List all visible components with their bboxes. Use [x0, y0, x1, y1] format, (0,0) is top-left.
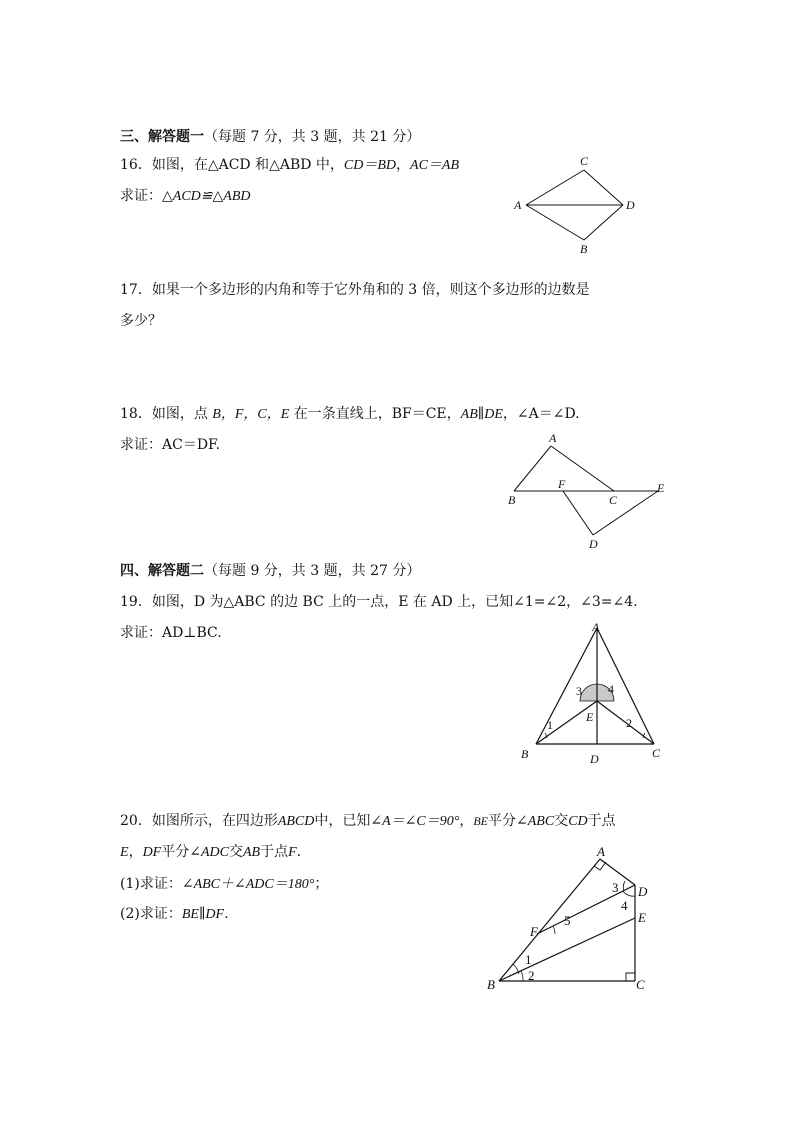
question-16-condition-2: AC＝AB	[410, 158, 460, 173]
figure-19-label-a: A	[592, 620, 600, 634]
question-20-part-2-label: (2)求证：	[120, 906, 182, 922]
question-20-part-1-end: ；	[314, 876, 329, 892]
section-4-title: 四、解答题二	[120, 563, 204, 579]
figure-19-label-b: B	[521, 747, 529, 761]
figure-20-angle-1: 1	[525, 952, 532, 967]
question-18-parallel: AB∥DE	[460, 407, 503, 422]
section-3-heading	[120, 128, 420, 146]
question-16-prove-label: 求证：	[120, 188, 162, 204]
question-20-text-a: 20．如图所示，在四边形	[120, 813, 278, 829]
figure-19-label-d: D	[590, 752, 599, 766]
question-18-text-a: 18．如图，点	[120, 406, 213, 422]
question-16-prove-statement: △ACD≌△ABD	[162, 189, 251, 204]
question-20-part-2-end: .	[224, 906, 229, 922]
question-20-period: .	[296, 844, 302, 860]
figure-20-angle-2: 2	[528, 968, 535, 983]
question-20-abc: ∠ABC	[516, 814, 555, 829]
figure-20-angle-4: 4	[621, 898, 628, 913]
question-20-point-f: F	[288, 845, 297, 860]
question-20-part-1-statement: ∠ABC＋∠ADC＝180°	[181, 877, 315, 892]
question-19-prove: 求证：AD⊥BC.	[120, 625, 222, 641]
figure-19-angle-4: 4	[608, 682, 614, 696]
question-19-stem: 19．如图，D 为△ABC 的边 BC 上的一点，E 在 AD 上，已知∠1=∠2，∠3=∠4.	[120, 594, 638, 610]
figure-18-label-c: C	[609, 493, 618, 507]
figure-16-label-d: D	[626, 198, 635, 212]
question-20-cd: CD	[568, 814, 588, 829]
figure-20-label-e: E	[638, 910, 646, 925]
question-20-line-1	[120, 812, 616, 831]
question-17-line-1: 17．如果一个多边形的内角和等于它外角和的 3 倍，则这个多边形的边数是	[120, 282, 590, 298]
figure-20-label-a: A	[597, 844, 605, 859]
figure-16-label-c: C	[580, 154, 589, 168]
question-18-stem	[120, 405, 580, 424]
figure-20-label-c: C	[636, 977, 645, 992]
figure-19-angle-1: 1	[547, 718, 553, 732]
question-16-condition-1: CD＝BD	[343, 158, 397, 173]
question-20-text-i: 于点	[260, 844, 289, 860]
figure-20-angle-3: 3	[612, 880, 619, 895]
question-20-text-h: 交	[228, 844, 243, 860]
question-20-text-b: 中，已知	[314, 813, 371, 829]
question-18-prove: 求证：AC＝DF.	[120, 437, 221, 453]
figure-18-label-f: F	[558, 477, 566, 491]
question-20-text-e: 交	[554, 813, 569, 829]
figure-19-label-e: E	[586, 710, 594, 724]
figure-18-label-e: E	[657, 481, 665, 495]
question-18-text-c: ，∠A＝∠D.	[502, 406, 580, 422]
question-16-separator: ，	[396, 157, 411, 173]
figure-18-diagram	[500, 428, 680, 558]
figure-19-label-c: C	[652, 746, 661, 760]
question-20-adc: ∠ADC	[189, 845, 229, 860]
question-16-prove	[120, 187, 250, 206]
question-20-text-g: 平分	[161, 844, 190, 860]
figure-19-angle-3: 3	[576, 684, 582, 698]
question-20-part-2	[120, 905, 229, 924]
section-3-title: 三、解答题一	[120, 129, 204, 145]
figure-18-label-a: A	[549, 431, 557, 445]
figure-16-label-b: B	[580, 242, 588, 256]
question-20-quad: ABCD	[277, 814, 315, 829]
figure-16-label-a: A	[514, 198, 522, 212]
figure-16-diagram	[505, 150, 650, 260]
figure-20-diagram	[480, 840, 670, 1000]
question-20-line-2	[120, 843, 301, 862]
question-18-points: B，F，C，E	[212, 407, 290, 422]
question-20-angles: ∠A＝∠C＝90°	[370, 814, 460, 829]
question-20-part-1-label: (1)求证：	[120, 876, 182, 892]
section-3-note: （每题 7 分，共 3 题，共 21 分）	[204, 129, 421, 145]
figure-20-angle-5: 5	[564, 913, 571, 928]
figure-19-diagram	[510, 615, 670, 775]
question-20-comma: ，	[128, 844, 143, 860]
figure-20-label-d: D	[638, 884, 648, 899]
question-16-text: 16．如图，在△ACD 和△ABD 中，	[120, 157, 344, 173]
figure-18-label-d: D	[589, 537, 598, 551]
question-20-be: BE	[473, 814, 489, 828]
question-20-part-2-statement: BE∥DF	[181, 907, 225, 922]
figure-20-label-f: F	[530, 924, 538, 939]
question-16-stem	[120, 156, 459, 175]
section-4-note: （每题 9 分，共 3 题，共 27 分）	[204, 563, 421, 579]
question-20-ab: AB	[242, 845, 261, 860]
figure-20-label-b: B	[487, 977, 495, 992]
question-18-text-b: 在一条直线上，BF＝CE，	[289, 406, 461, 422]
figure-18-label-b: B	[508, 493, 516, 507]
question-20-df: DF	[142, 845, 162, 860]
question-20-part-1	[120, 875, 328, 894]
question-17-line-2: 多少？	[120, 313, 162, 329]
question-20-text-f: 于点	[587, 813, 616, 829]
figure-19-angle-2: 2	[626, 716, 632, 730]
question-20-point-e: E	[120, 845, 129, 860]
question-20-text-c: ，	[459, 813, 474, 829]
section-4-heading	[120, 562, 420, 580]
question-20-text-d: 平分	[488, 813, 517, 829]
